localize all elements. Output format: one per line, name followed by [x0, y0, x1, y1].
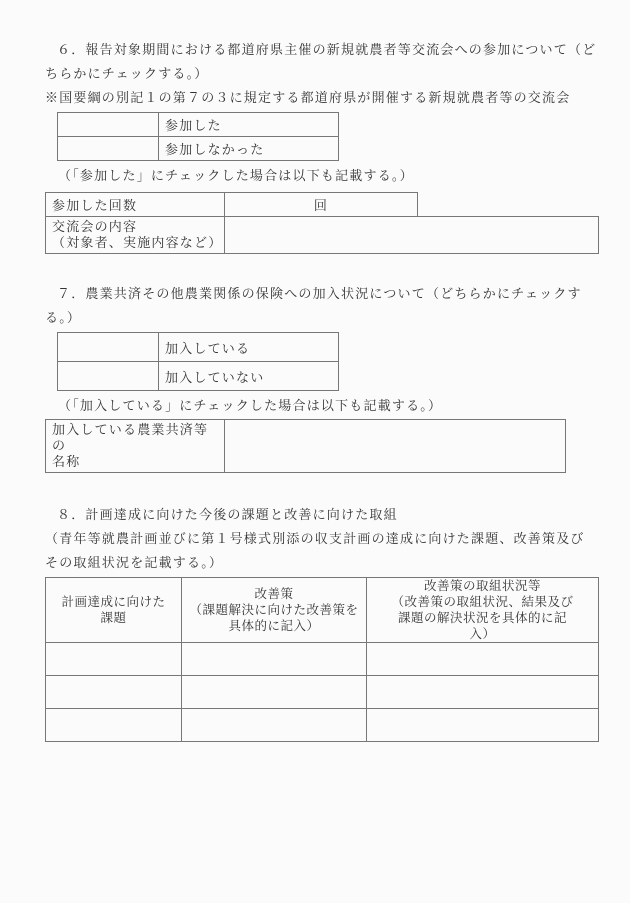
section6-note: ※国要綱の別記１の第７の３に規定する都道府県が開催する新規就農者等の交流会	[45, 90, 571, 105]
issue-input-cell-1[interactable]	[46, 643, 182, 676]
section8-note: （青年等就農計画並びに第１号様式別添の収支計画の達成に向けた課題、改善策及び その取組状況を記載する。）	[45, 531, 585, 570]
issue-input-cell-3[interactable]	[46, 709, 182, 742]
table-row	[46, 193, 599, 217]
insured-label: 加入している	[159, 333, 339, 362]
insurance-name-input-cell[interactable]	[225, 420, 566, 473]
table-row	[46, 643, 599, 676]
status-column-header: 改善策の取組状況等 （改善策の取組状況、結果及び 課題の解決状況を具体的に記 入）	[367, 578, 599, 643]
issues-column-header: 計画達成に向けた 課題	[46, 578, 182, 643]
improvement-plan-table	[45, 577, 599, 742]
table-row	[58, 362, 339, 391]
insurance-name-label: 加入している農業共済等の 名称	[46, 420, 225, 473]
section6-followup-note: （「参加した」にチェックした場合は以下も記載する。）	[58, 168, 414, 183]
table-row	[58, 137, 339, 161]
status-input-cell-1[interactable]	[367, 643, 599, 676]
participation-choice-table	[57, 112, 339, 161]
participation-count-label: 参加した回数	[46, 193, 225, 217]
not-participated-label: 参加しなかった	[159, 137, 339, 161]
insurance-choice-table	[57, 332, 339, 391]
participated-label: 参加した	[159, 113, 339, 137]
status-input-cell-3[interactable]	[367, 709, 599, 742]
status-input-cell-2[interactable]	[367, 676, 599, 709]
participation-detail-table	[45, 192, 599, 254]
empty-spacer-cell	[418, 193, 599, 217]
insured-checkbox-cell[interactable]	[58, 333, 159, 362]
section7-followup-note: （「加入している」にチェックした場合は以下も記載する。）	[58, 398, 443, 413]
improvement-input-cell-3[interactable]	[182, 709, 367, 742]
improvement-column-header: 改善策 （課題解決に向けた改善策を 具体的に記入）	[182, 578, 367, 643]
exchange-content-input-cell[interactable]	[225, 217, 599, 254]
issue-input-cell-2[interactable]	[46, 676, 182, 709]
table-row	[58, 333, 339, 362]
section6-heading: ６．報告対象期間における都道府県主催の新規就農者等交流会への参加について（ど ちらかにチェックする。）	[45, 42, 597, 81]
participated-checkbox-cell[interactable]	[58, 113, 159, 137]
section7-heading: ７．農業共済その他農業関係の保険への加入状況について（どちらかにチェックす る。）	[45, 286, 582, 325]
table-row	[46, 420, 566, 473]
exchange-content-label: 交流会の内容 （対象者、実施内容など）	[46, 217, 225, 254]
table-row	[46, 709, 599, 742]
count-unit-label: 回	[313, 198, 329, 213]
insurance-name-table	[45, 419, 566, 473]
section8-heading: ８．計画達成に向けた今後の課題と改善に向けた取組	[57, 507, 398, 522]
table-row	[58, 113, 339, 137]
not-insured-checkbox-cell[interactable]	[58, 362, 159, 391]
table-row	[46, 217, 599, 254]
table-header-row	[46, 578, 599, 643]
improvement-input-cell-1[interactable]	[182, 643, 367, 676]
table-row	[46, 676, 599, 709]
not-participated-checkbox-cell[interactable]	[58, 137, 159, 161]
participation-count-input-cell[interactable]	[225, 193, 418, 217]
not-insured-label: 加入していない	[159, 362, 339, 391]
improvement-input-cell-2[interactable]	[182, 676, 367, 709]
